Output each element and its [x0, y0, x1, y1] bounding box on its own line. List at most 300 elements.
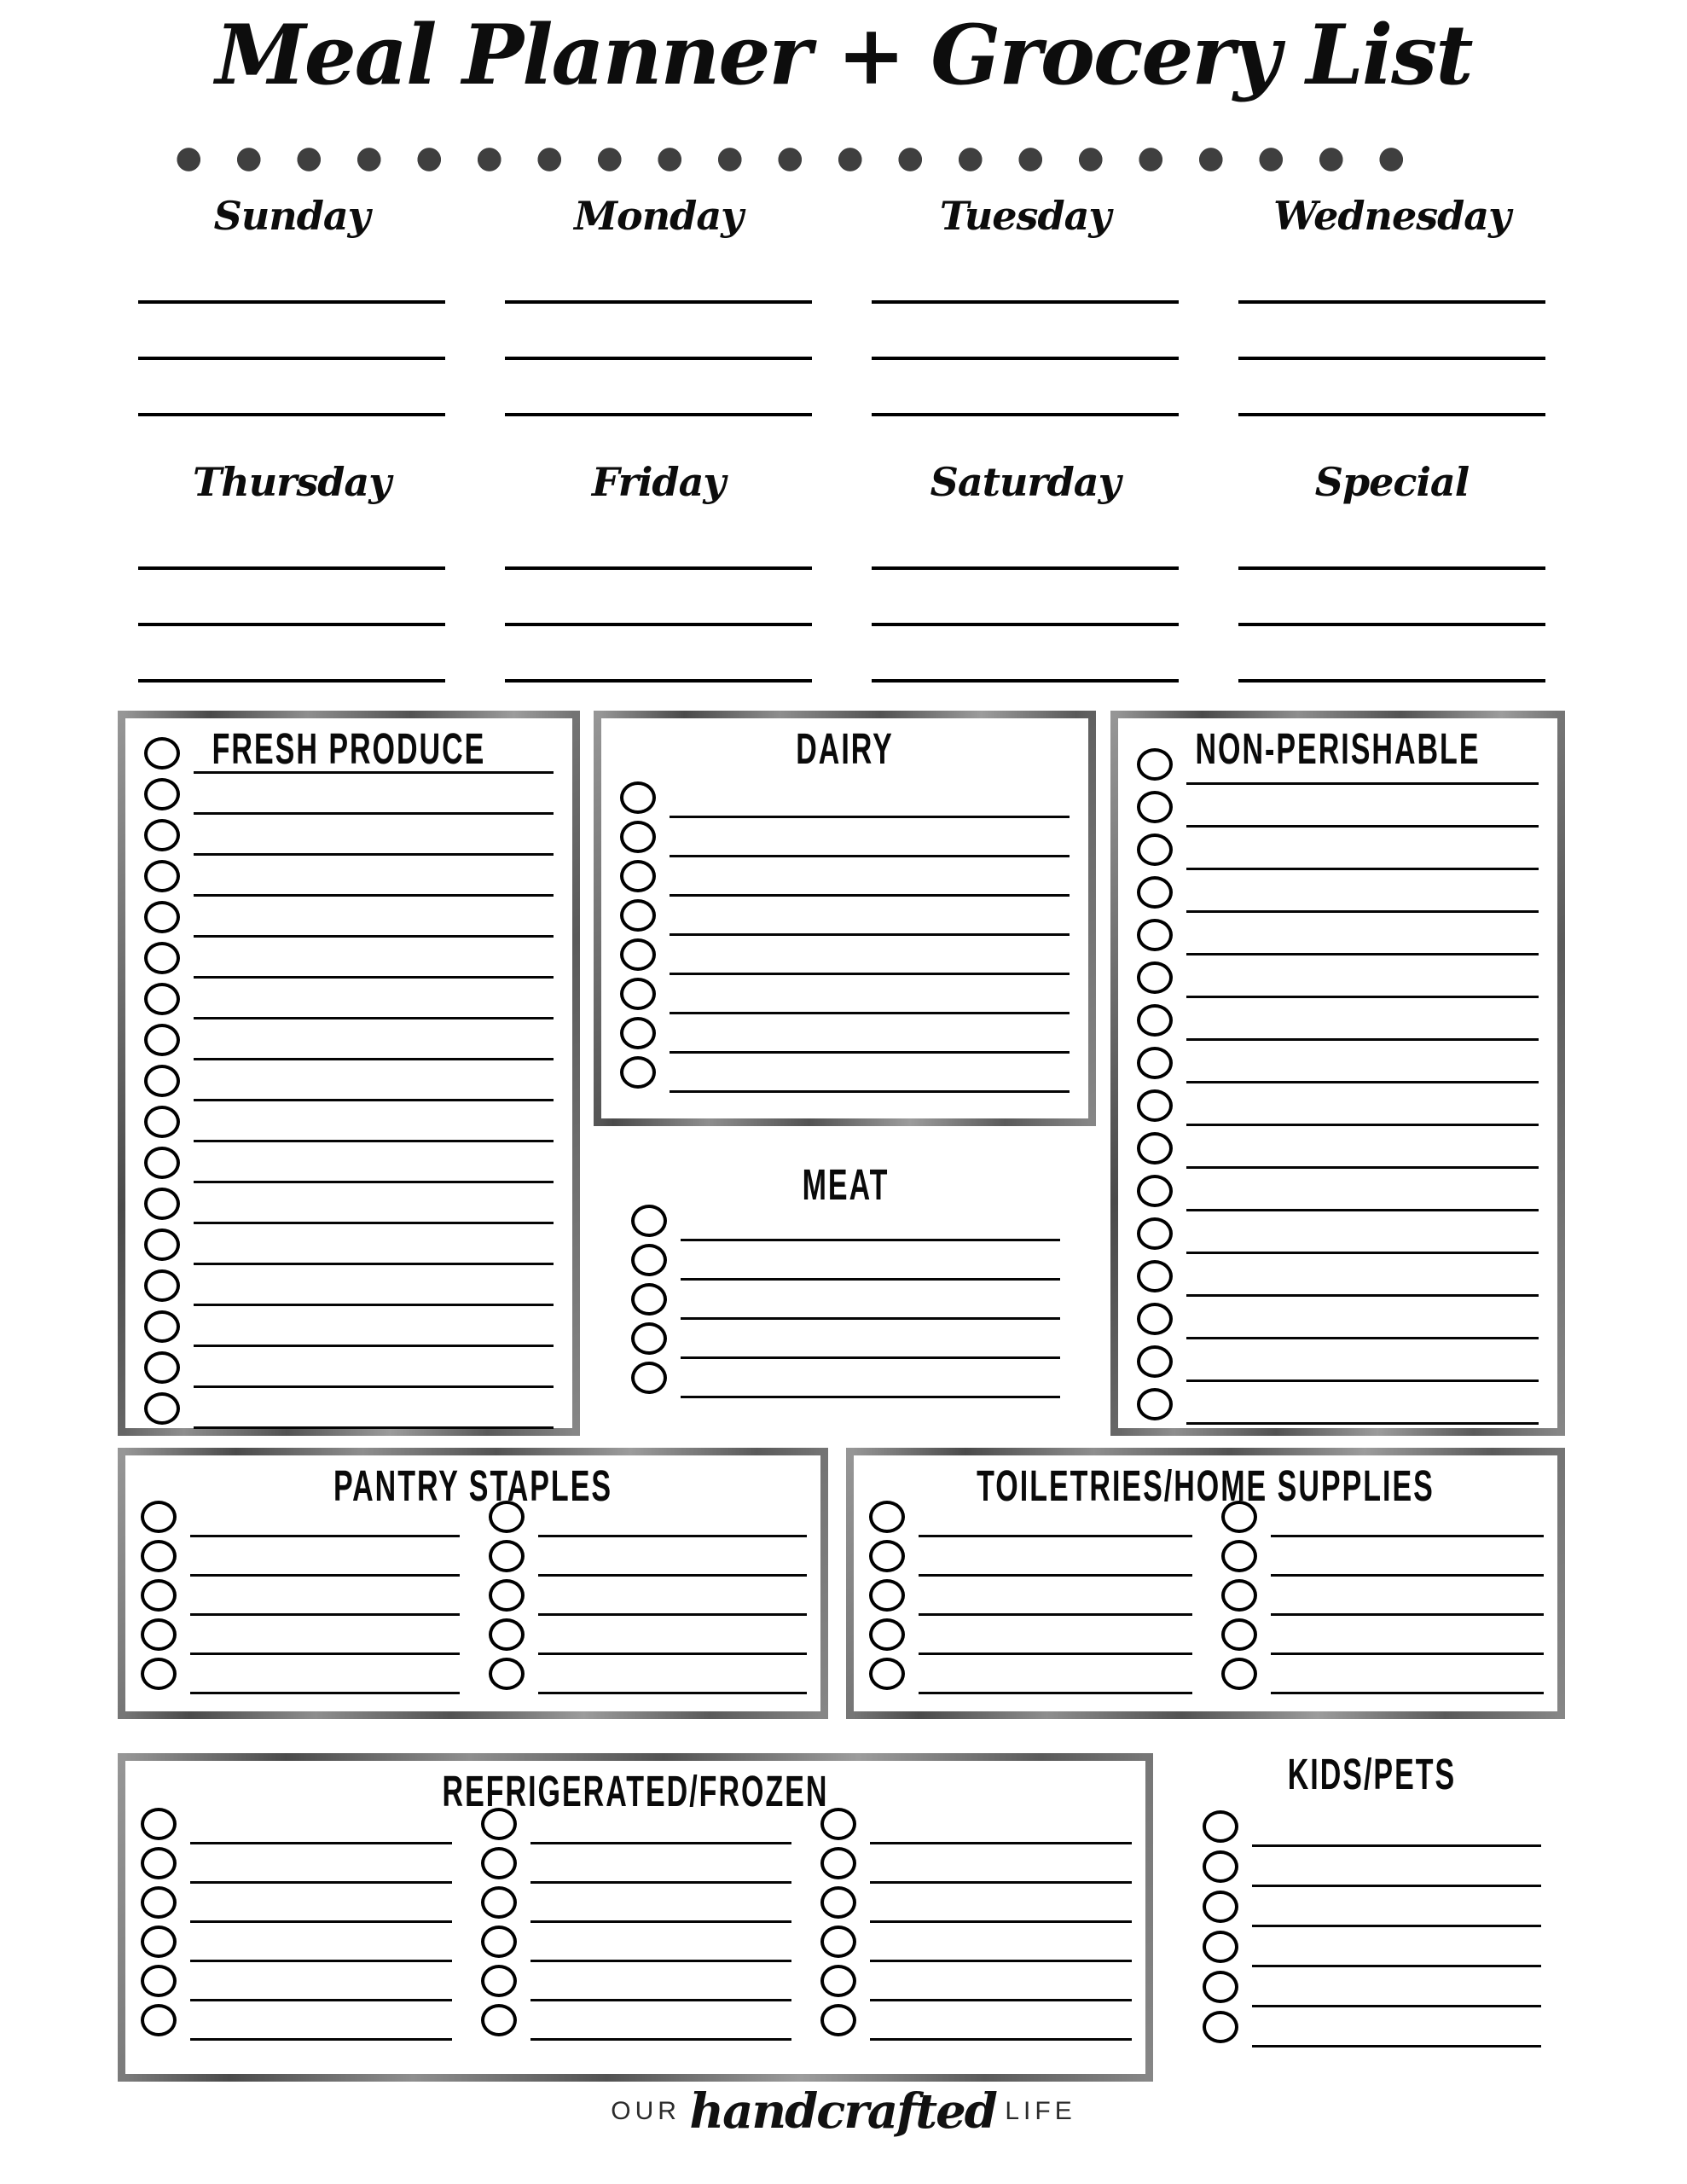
circle-outline-icon [1203, 1971, 1238, 2003]
write-in-line [194, 1183, 554, 1224]
checklist-row [1135, 956, 1539, 998]
checklist-row [142, 938, 554, 979]
circle-outline-icon [620, 860, 656, 892]
checklist-row [479, 1844, 792, 1884]
circle-outline-icon [489, 1579, 525, 1612]
write-in-line [1271, 1537, 1545, 1577]
write-in-line [1186, 1083, 1539, 1126]
checklist-row [629, 1359, 1060, 1398]
write-in-line [1186, 1169, 1539, 1211]
day-box-monday [484, 179, 832, 427]
write-in-line [872, 514, 1179, 570]
checklist-row [139, 2001, 452, 2041]
day-box-thursday [118, 445, 466, 693]
checklist-row [819, 1805, 1132, 1844]
write-in-line [1252, 1967, 1541, 2007]
day-label: Sunday [213, 193, 370, 239]
checklist-row [629, 1320, 1060, 1359]
write-in-line [1186, 998, 1539, 1041]
circle-outline-icon [1221, 1658, 1257, 1690]
binder-dots-decoration [159, 143, 1421, 176]
checklist-columns [125, 1498, 820, 1694]
write-in-line [190, 1962, 452, 2001]
write-in-line [919, 1537, 1192, 1577]
checklist-row [1135, 913, 1539, 956]
write-in-line [194, 1306, 554, 1347]
circle-outline-icon [620, 1017, 656, 1049]
checklist-columns [854, 1498, 1557, 1694]
circle-outline-icon [141, 1808, 177, 1840]
write-in-line [919, 1616, 1192, 1655]
checklist-row [1201, 1967, 1541, 2007]
day-grid [118, 179, 1566, 693]
checklist-row [142, 897, 554, 938]
day-box-tuesday [851, 179, 1199, 427]
write-in-line [190, 1805, 452, 1844]
write-in-line [870, 1805, 1132, 1844]
write-in-line [194, 1019, 554, 1060]
write-in-line [1252, 1847, 1541, 1887]
day-box-saturday [851, 445, 1199, 693]
checklist [466, 1805, 806, 2041]
checklist-row [142, 1306, 554, 1347]
footer-handcrafted-text: handcrafted [689, 2083, 996, 2140]
circle-outline-icon [1137, 1132, 1173, 1165]
checklist-row [618, 857, 1070, 897]
checklist-row [867, 1616, 1192, 1655]
circle-outline-icon [481, 1886, 517, 1919]
write-in-line [194, 1142, 554, 1183]
circle-outline-icon [144, 860, 180, 892]
checklist-row [139, 1884, 452, 1923]
circle-outline-icon [1203, 1931, 1238, 1963]
circle-outline-icon [620, 821, 656, 853]
circle-outline-icon [144, 1024, 180, 1056]
checklist-row [479, 1962, 792, 2001]
checklist-row [1135, 998, 1539, 1041]
write-in-line [194, 1101, 554, 1142]
section-non-perishable [1110, 711, 1565, 1436]
day-label: Special [1314, 459, 1470, 505]
circle-outline-icon [820, 2004, 856, 2036]
footer-our-text: OUR [611, 2097, 681, 2125]
write-in-line [505, 304, 812, 360]
checklist-row [142, 1224, 554, 1265]
write-in-line [870, 1884, 1132, 1923]
checklist-row [142, 774, 554, 815]
write-in-line [138, 360, 445, 416]
day-label: Saturday [930, 459, 1121, 505]
write-in-line [681, 1241, 1060, 1281]
circle-outline-icon [144, 1065, 180, 1097]
circle-outline-icon [144, 1269, 180, 1302]
footer-logo [0, 2083, 1687, 2140]
write-in-line [190, 1655, 460, 1694]
checklist-row [142, 1183, 554, 1224]
day-box-special [1218, 445, 1566, 693]
write-in-line [1186, 1126, 1539, 1169]
circle-outline-icon [144, 1106, 180, 1138]
write-in-line [681, 1320, 1060, 1359]
checklist-row [1135, 870, 1539, 913]
section-refrigerated-frozen [118, 1753, 1153, 2082]
checklist [854, 1498, 1206, 1694]
section-title: TOILETRIES/HOME SUPPLIES [977, 1462, 1435, 1511]
circle-outline-icon [144, 778, 180, 810]
checklist-row [1220, 1537, 1545, 1577]
circle-outline-icon [489, 1540, 525, 1572]
write-in-line [138, 247, 445, 304]
day-box-wednesday [1218, 179, 1566, 427]
circle-outline-icon [1137, 1388, 1173, 1420]
checklist-row [142, 1101, 554, 1142]
circle-outline-icon [144, 901, 180, 933]
checklist-row [629, 1241, 1060, 1281]
circle-outline-icon [141, 1965, 177, 1997]
circle-outline-icon [869, 1658, 905, 1690]
day-lines [505, 247, 812, 416]
section-title: REFRIGERATED/FROZEN [442, 1768, 829, 1816]
circle-outline-icon [1203, 1891, 1238, 1923]
circle-outline-icon [144, 1351, 180, 1384]
checklist-row [1135, 1083, 1539, 1126]
section-title: PANTRY STAPLES [333, 1462, 613, 1511]
write-in-line [194, 897, 554, 938]
checklist [601, 779, 1088, 1093]
day-box-friday [484, 445, 832, 693]
circle-outline-icon [820, 1965, 856, 1997]
write-in-line [1186, 1297, 1539, 1339]
checklist-row [142, 856, 554, 897]
circle-outline-icon [1137, 1089, 1173, 1122]
write-in-line [530, 2001, 792, 2041]
circle-outline-icon [1203, 2011, 1238, 2043]
circle-outline-icon [869, 1540, 905, 1572]
write-in-line [1186, 913, 1539, 956]
day-label: Tuesday [939, 193, 1111, 239]
checklist-row [819, 1844, 1132, 1884]
checklist [1118, 742, 1557, 1425]
circle-outline-icon [620, 781, 656, 814]
write-in-line [670, 857, 1070, 897]
circle-outline-icon [1137, 1047, 1173, 1079]
write-in-line [1238, 360, 1545, 416]
day-lines [1238, 514, 1545, 682]
write-in-line [138, 514, 445, 570]
write-in-line [194, 774, 554, 815]
write-in-line [872, 360, 1179, 416]
checklist-row [139, 1923, 452, 1962]
day-lines [872, 247, 1179, 416]
checklist-row [142, 979, 554, 1019]
write-in-line [530, 1923, 792, 1962]
checklist-row [139, 1962, 452, 2001]
page-title: Meal Planner + Grocery List [215, 7, 1472, 103]
checklist [612, 1202, 1079, 1398]
section-title: MEAT [802, 1161, 890, 1210]
checklist-row [142, 1060, 554, 1101]
checklist-row [867, 1537, 1192, 1577]
write-in-line [194, 1060, 554, 1101]
write-in-line [530, 1844, 792, 1884]
circle-outline-icon [1137, 1217, 1173, 1250]
checklist-row [142, 1019, 554, 1060]
checklist-row [1135, 1169, 1539, 1211]
circle-outline-icon [144, 737, 180, 770]
checklist-row [1201, 2007, 1541, 2048]
write-in-line [538, 1655, 808, 1694]
checklist-row [139, 1616, 460, 1655]
checklist-row [139, 1537, 460, 1577]
checklist-row [1201, 1887, 1541, 1927]
circle-outline-icon [481, 1965, 517, 1997]
day-box-sunday [118, 179, 466, 427]
circle-outline-icon [141, 1926, 177, 1958]
circle-outline-icon [144, 1228, 180, 1261]
circle-outline-icon [144, 1147, 180, 1179]
circle-outline-icon [631, 1205, 667, 1237]
circle-outline-icon [1221, 1618, 1257, 1651]
circle-outline-icon [1137, 876, 1173, 909]
write-in-line [681, 1359, 1060, 1398]
checklist-row [1201, 1847, 1541, 1887]
write-in-line [194, 1224, 554, 1265]
circle-outline-icon [141, 1618, 177, 1651]
checklist-row [142, 815, 554, 856]
write-in-line [1238, 247, 1545, 304]
circle-outline-icon [620, 1056, 656, 1089]
write-in-line [670, 897, 1070, 936]
write-in-line [194, 938, 554, 979]
checklist-row [1220, 1616, 1545, 1655]
checklist-row [139, 1844, 452, 1884]
circle-outline-icon [1203, 1850, 1238, 1883]
checklist-row [1135, 785, 1539, 828]
checklist [805, 1805, 1145, 2041]
circle-outline-icon [869, 1501, 905, 1533]
circle-outline-icon [1137, 748, 1173, 781]
circle-outline-icon [141, 1501, 177, 1533]
write-in-line [1238, 626, 1545, 682]
checklist-row [867, 1577, 1192, 1616]
write-in-line [1238, 570, 1545, 626]
circle-outline-icon [144, 983, 180, 1015]
checklist-row [487, 1655, 808, 1694]
checklist [1206, 1498, 1558, 1694]
circle-outline-icon [869, 1618, 905, 1651]
circle-outline-icon [1203, 1810, 1238, 1843]
section-title: KIDS/PETS [1287, 1751, 1457, 1799]
circle-outline-icon [141, 1847, 177, 1879]
checklist-columns [125, 1805, 1145, 2041]
checklist-row [1201, 1807, 1541, 1847]
circle-outline-icon [1137, 834, 1173, 866]
write-in-line [1271, 1577, 1545, 1616]
circle-outline-icon [631, 1283, 667, 1316]
write-in-line [190, 1577, 460, 1616]
write-in-line [1186, 956, 1539, 998]
circle-outline-icon [631, 1362, 667, 1394]
checklist-row [139, 1655, 460, 1694]
write-in-line [1238, 304, 1545, 360]
write-in-line [505, 514, 812, 570]
circle-outline-icon [631, 1244, 667, 1276]
day-label: Thursday [193, 459, 391, 505]
section-toiletries-home-supplies [846, 1448, 1565, 1719]
write-in-line [670, 975, 1070, 1014]
checklist-row [1135, 1041, 1539, 1083]
circle-outline-icon [1137, 791, 1173, 823]
section-dairy [594, 711, 1096, 1126]
checklist [125, 1805, 466, 2041]
checklist-row [142, 1347, 554, 1388]
circle-outline-icon [1137, 961, 1173, 994]
circle-outline-icon [481, 1926, 517, 1958]
checklist-row [1135, 1211, 1539, 1254]
circle-outline-icon [141, 1658, 177, 1690]
checklist-row [487, 1577, 808, 1616]
circle-outline-icon [1137, 1175, 1173, 1207]
write-in-line [505, 626, 812, 682]
write-in-line [870, 1923, 1132, 1962]
write-in-line [670, 1054, 1070, 1093]
write-in-line [870, 1962, 1132, 2001]
write-in-line [530, 1884, 792, 1923]
write-in-line [138, 626, 445, 682]
write-in-line [681, 1281, 1060, 1320]
circle-outline-icon [489, 1658, 525, 1690]
write-in-line [1186, 1382, 1539, 1425]
write-in-line [530, 1962, 792, 2001]
day-label: Friday [591, 459, 726, 505]
day-lines [138, 514, 445, 682]
circle-outline-icon [144, 1188, 180, 1220]
circle-outline-icon [820, 1886, 856, 1919]
write-in-line [194, 1347, 554, 1388]
checklist-row [1201, 1927, 1541, 1967]
checklist-row [479, 1923, 792, 1962]
checklist-row [139, 1805, 452, 1844]
write-in-line [872, 626, 1179, 682]
circle-outline-icon [144, 1392, 180, 1425]
checklist-row [867, 1655, 1192, 1694]
day-label: Monday [574, 193, 743, 239]
circle-outline-icon [141, 1579, 177, 1612]
checklist-row [142, 1265, 554, 1306]
write-in-line [670, 1014, 1070, 1054]
checklist-row [1220, 1655, 1545, 1694]
circle-outline-icon [620, 899, 656, 932]
circle-outline-icon [1137, 1260, 1173, 1292]
section-pantry-staples [118, 1448, 828, 1719]
write-in-line [870, 2001, 1132, 2041]
write-in-line [670, 936, 1070, 975]
write-in-line [194, 856, 554, 897]
write-in-line [190, 1616, 460, 1655]
circle-outline-icon [141, 2004, 177, 2036]
checklist-row [618, 975, 1070, 1014]
checklist-row [487, 1616, 808, 1655]
section-meat [597, 1146, 1094, 1433]
write-in-line [1271, 1616, 1545, 1655]
circle-outline-icon [1137, 1345, 1173, 1378]
write-in-line [1252, 1807, 1541, 1847]
circle-outline-icon [144, 1310, 180, 1343]
write-in-line [505, 570, 812, 626]
circle-outline-icon [141, 1540, 177, 1572]
checklist-row [819, 1884, 1132, 1923]
checklist-row [142, 1142, 554, 1183]
circle-outline-icon [1137, 919, 1173, 951]
circle-outline-icon [620, 938, 656, 971]
checklist [125, 1498, 473, 1694]
write-in-line [190, 1884, 452, 1923]
circle-outline-icon [869, 1579, 905, 1612]
write-in-line [505, 360, 812, 416]
write-in-line [1252, 1887, 1541, 1927]
checklist-row [618, 936, 1070, 975]
circle-outline-icon [820, 1847, 856, 1879]
checklist-row [819, 2001, 1132, 2041]
section-title: NON-PERISHABLE [1195, 725, 1481, 774]
write-in-line [190, 1537, 460, 1577]
circle-outline-icon [481, 2004, 517, 2036]
write-in-line [1186, 785, 1539, 828]
write-in-line [670, 779, 1070, 818]
circle-outline-icon [481, 1847, 517, 1879]
write-in-line [1271, 1655, 1545, 1694]
checklist-row [819, 1962, 1132, 2001]
write-in-line [1186, 1041, 1539, 1083]
section-title: DAIRY [796, 725, 894, 774]
checklist-row [618, 779, 1070, 818]
circle-outline-icon [1137, 1004, 1173, 1037]
day-lines [138, 247, 445, 416]
checklist-row [618, 818, 1070, 857]
write-in-line [538, 1616, 808, 1655]
write-in-line [1252, 1927, 1541, 1967]
checklist-row [618, 1054, 1070, 1093]
write-in-line [1186, 828, 1539, 870]
circle-outline-icon [144, 819, 180, 851]
checklist-row [1135, 1126, 1539, 1169]
checklist [1184, 1807, 1560, 2048]
checklist-row [629, 1281, 1060, 1320]
write-in-line [1186, 1339, 1539, 1382]
write-in-line [138, 304, 445, 360]
write-in-line [138, 570, 445, 626]
circle-outline-icon [141, 1886, 177, 1919]
write-in-line [190, 2001, 452, 2041]
checklist-row [819, 1923, 1132, 1962]
circle-outline-icon [1221, 1579, 1257, 1612]
checklist-row [479, 1884, 792, 1923]
checklist-row [618, 1014, 1070, 1054]
checklist-row [487, 1537, 808, 1577]
footer-life-text: LIFE [1005, 2097, 1076, 2125]
section-kids-pets [1170, 1734, 1574, 2082]
write-in-line [1186, 1211, 1539, 1254]
checklist [473, 1498, 821, 1694]
write-in-line [538, 1577, 808, 1616]
checklist-row [1135, 1339, 1539, 1382]
write-in-line [505, 247, 812, 304]
write-in-line [670, 818, 1070, 857]
section-fresh-produce [118, 711, 580, 1436]
day-lines [505, 514, 812, 682]
write-in-line [1252, 2007, 1541, 2048]
write-in-line [194, 979, 554, 1019]
